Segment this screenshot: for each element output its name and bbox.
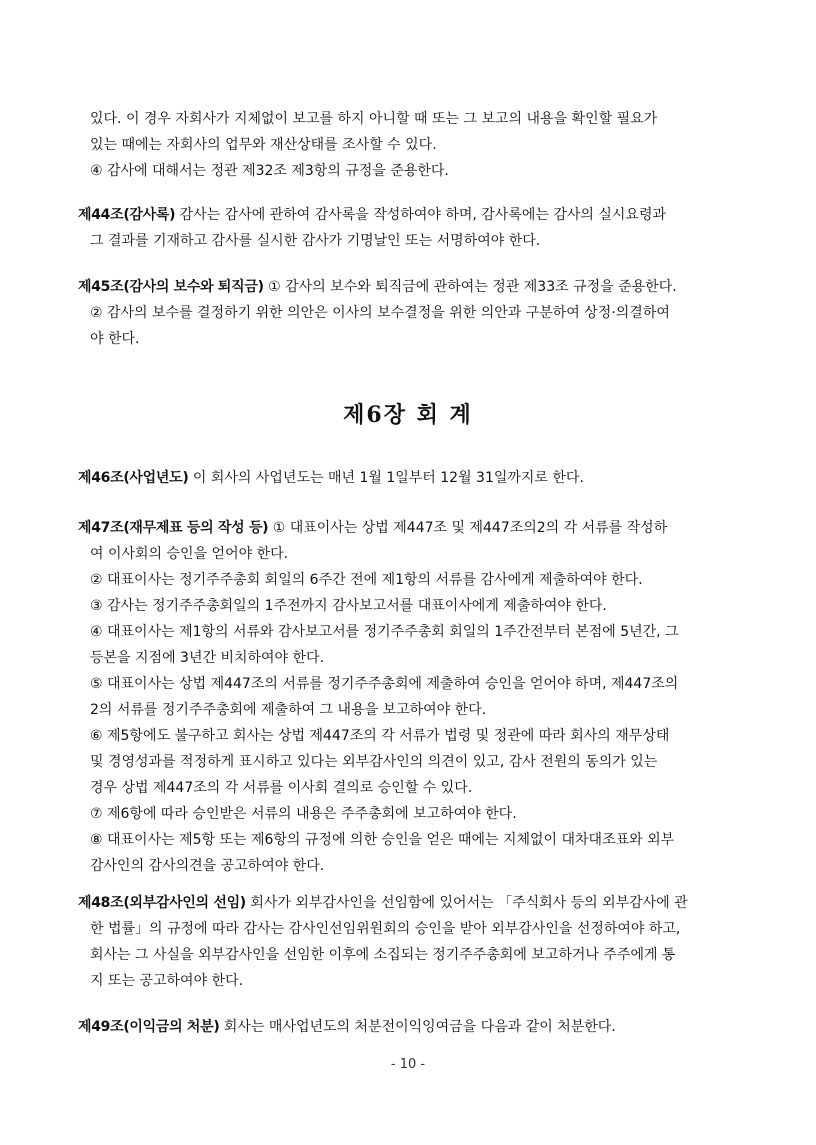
article-45 — [78, 274, 742, 352]
article-47-item-2: ② 대표이사는 정기주주총회 회일의 6주간 전에 제1항의 서류를 감사에게 제출하여야 한다. — [90, 572, 643, 588]
article-44-text: 감사는 감사에 관하여 감사록을 작성하여야 하며, 감사록에는 감사의 실시요령과 — [175, 207, 666, 223]
article-47 — [78, 515, 742, 879]
article-48-line: 지 또는 공고하여야 한다. — [90, 973, 244, 989]
article-44 — [78, 202, 742, 254]
article-47-line: 감사인의 감사의견을 공고하여야 한다. — [90, 858, 325, 874]
article-47-line: 경우 상법 제447조의 각 서류를 이사회 결의로 승인할 수 있다. — [90, 780, 473, 796]
article-49 — [78, 1014, 742, 1040]
article-47-item-7: ⑦ 제6항에 따라 승인받은 서류의 내용은 주주총회에 보고하여야 한다. — [90, 806, 517, 822]
article-47-text: ① 대표이사는 상법 제447조 및 제447조의2의 각 서류를 작성하 — [268, 520, 668, 536]
article-44-line-2: 그 결과를 기재하고 감사를 실시한 감사가 기명날인 또는 서명하여야 한다. — [90, 233, 541, 249]
article-46-heading: 제46조(사업년도) — [78, 470, 189, 486]
article-47-item-5: ⑤ 대표이사는 상법 제447조의 서류를 정기주주총회에 제출하여 승인을 얻어야 하며, 제447조의 — [90, 676, 679, 692]
article-47-line: 여 이사회의 승인을 얻어야 한다. — [90, 546, 289, 562]
article-48-heading: 제48조(외부감사인의 선임) — [78, 895, 246, 911]
article-47-heading: 제47조(재무제표 등의 작성 등) — [78, 520, 269, 536]
article-48-text: 회사가 외부감사인을 선임함에 있어서는 「주식회사 등의 외부감사에 관 — [245, 895, 688, 911]
article-45-line-3: 야 한다. — [90, 331, 140, 347]
article-49-heading: 제49조(이익금의 처분) — [78, 1019, 220, 1035]
article-47-item-6: ⑥ 제5항에도 불구하고 회사는 상법 제447조의 각 서류가 법령 및 정관에 따라 회사의 재무상태 — [90, 728, 670, 744]
article-45-heading: 제45조(감사의 보수와 퇴직금) — [78, 279, 264, 295]
article-47-line: 및 경영성과를 적정하게 표시하고 있다는 외부감사인의 의견이 있고, 감사 전원의 동의가 있는 — [90, 754, 658, 770]
article-49-text: 회사는 매사업년도의 처분전이익잉여금을 다음과 같이 처분한다. — [219, 1019, 616, 1035]
article-47-line: 등본을 지점에 3년간 비치하여야 한다. — [90, 650, 325, 666]
article-47-item-3: ③ 감사는 정기주주총회일의 1주전까지 감사보고서를 대표이사에게 제출하여야 한다. — [90, 598, 607, 614]
article-46 — [78, 465, 742, 491]
chapter-title: 제6장 회 계 — [343, 402, 473, 428]
intro-item-4: ④ 감사에 대해서는 정관 제32조 제3항의 규정을 준용한다. — [90, 163, 449, 179]
article-45-line-2: ② 감사의 보수를 결정하기 위한 의안은 이사의 보수결정을 위한 의안과 구분하여 상정·의결하여 — [90, 305, 670, 321]
article-44-heading: 제44조(감사록) — [78, 207, 176, 223]
article-46-text: 이 회사의 사업년도는 매년 1월 1일부터 12월 31일까지로 한다. — [188, 470, 584, 486]
article-45-text: ① 감사의 보수와 퇴직금에 관하여는 정관 제33조 규정을 준용한다. — [263, 279, 677, 295]
article-48 — [78, 890, 742, 994]
intro-line-2: 있는 때에는 자회사의 업무와 재산상태를 조사할 수 있다. — [90, 137, 437, 153]
article-47-item-4: ④ 대표이사는 제1항의 서류와 감사보고서를 정기주주총회 회일의 1주간전부터 본점에 5년간, 그 — [90, 624, 679, 640]
page-number: - 10 - — [390, 1057, 426, 1072]
article-48-line: 회사는 그 사실을 외부감사인을 선임한 이후에 소집되는 정기주주총회에 보고하거나 주주에게 통 — [90, 947, 676, 963]
article-47-line: 2의 서류를 정기주주총회에 제출하여 그 내용을 보고하여야 한다. — [90, 702, 487, 718]
intro-line-1: 있다. 이 경우 자회사가 지체없이 보고를 하지 아니할 때 또는 그 보고의 내용을 확인할 필요가 — [90, 111, 658, 127]
intro-paragraph — [90, 106, 742, 184]
article-48-line: 한 법률」의 규정에 따라 감사는 감사인선임위원회의 승인을 받아 외부감사인을 선정하여야 하고, — [90, 921, 681, 937]
article-47-item-8: ⑧ 대표이사는 제5항 또는 제6항의 규정에 의한 승인을 얻은 때에는 지체없이 대차대조표와 외부 — [90, 832, 675, 848]
